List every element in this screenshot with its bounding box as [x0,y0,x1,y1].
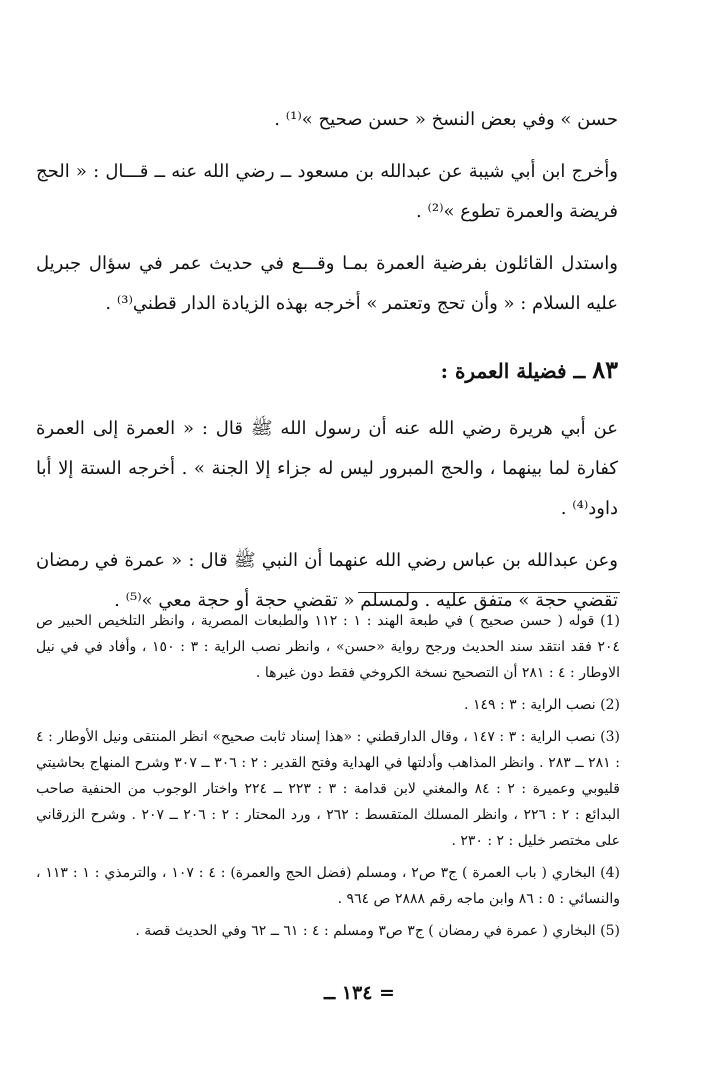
paragraph-daraqutni: واستدل القائلون بفرضية العمرة بمـا وقـــع في حديث عمر في سؤال جبريل عليه السلام : « وأن تحج وتعتمر » أخرجه بهذه الزيادة الدار قطني⁽³⁾ . [36,253,618,314]
main-text [36,100,618,621]
footnote-2: (2) نصب الراية : ٣ : ١٤٩ . [464,697,620,713]
footnote-3: (3) نصب الراية : ٣ : ١٤٧ ، وقال الدارقطني : «هذا إسناد ثابت صحيح» انظر المنتقى ونيل الأوطار : ٤ : ٢٨١ ــ ٢٨٣ . وانظر المذاهب وأدلتها في الهداية وفتح القدير : ٢ : ٣٠٦ ــ ٣٠٧ وشرح المنهاج بحاشيتي قليوبي وعميرة : ٢ : ٨٤ والمغني لابن قدامة : ٣ : ٢٢٣ ــ ٢٢٤ واختار الوجوب من الحنفية صاحب البدائع : ٢ : ٢٢٦ ، وانظر المسلك المتقسط : ٢٦٢ ، ورد المحتار : ٢ : ٢٠٦ ــ ٢٠٧ . وشرح الزرقاني على مختصر خليل : ٢ : ٢٣٠ . [36,729,621,849]
paragraph-ibn-abi-shayba: وأخرج ابن أبي شيبة عن عبدالله بن مسعود ــ رضي الله عنه ــ قـــال : « الحج فريضة والعمرة تطوع »⁽²⁾ . [36,161,618,222]
footnote-1: (1) قوله ( حسن صحيح ) في طبعة الهند : ١ : ١١٢ والطبعات المصرية ، وانظر التلخيص الحبير ص ٢٠٤ فقد انتقد سند الحديث ورجح رواية «حسن» ، وانظر نصب الراية : ٣ : ١٥٠ ، وأفاد في في نيل الاوطار : ٤ : ٢٨١ أن التصحيح نسخة الكروخي فقط دون غيرها . [36,613,621,681]
paragraph-abu-hurayra: عن أبي هريرة رضي الله عنه أن رسول الله ﷺ قال : « العمرة إلى العمرة كفارة لما بينهما ، والحج المبرور ليس له جزاء إلا الجنة » . أخرجه الستة إلا أبا داود⁽⁴⁾ . [36,418,618,519]
footnote-4: (4) البخاري ( باب العمرة ) ج٣ ص٢ ، ومسلم (فضل الحج والعمرة) : ٤ : ١٠٧ ، والترمذي : ١ : ١١٣ ، والنسائي : ٥ : ٨٦ وابن ماجه رقم ٢٨٨٨ ص ٩٦٤ . [36,865,620,907]
footnote-5: (5) البخاري ( عمرة في رمضان ) ج٣ ص٣ ومسلم : ٤ : ٦١ ــ ٦٢ وفي الحديث قصة . [135,923,620,939]
page-number: = ١٣٤ ــ [324,982,395,1004]
section-number: ٨٣ [592,355,618,384]
paragraph-hasan: حسن » وفي بعض النسخ « حسن صحيح »⁽¹⁾ . [274,109,618,130]
paragraph-ibn-abbas: وعن عبدالله بن عباس رضي الله عنهما أن النبي ﷺ قال : « عمرة في رمضان تقضي حجة » متفق عليه . ولمسلم « تقضي حجة أو حجة معي »⁽⁵⁾ . [36,550,618,611]
section-heading [36,350,618,391]
footnote-divider [358,592,620,593]
footnotes [36,608,620,944]
section-title: ــ فضيلة العمرة : [440,359,586,383]
